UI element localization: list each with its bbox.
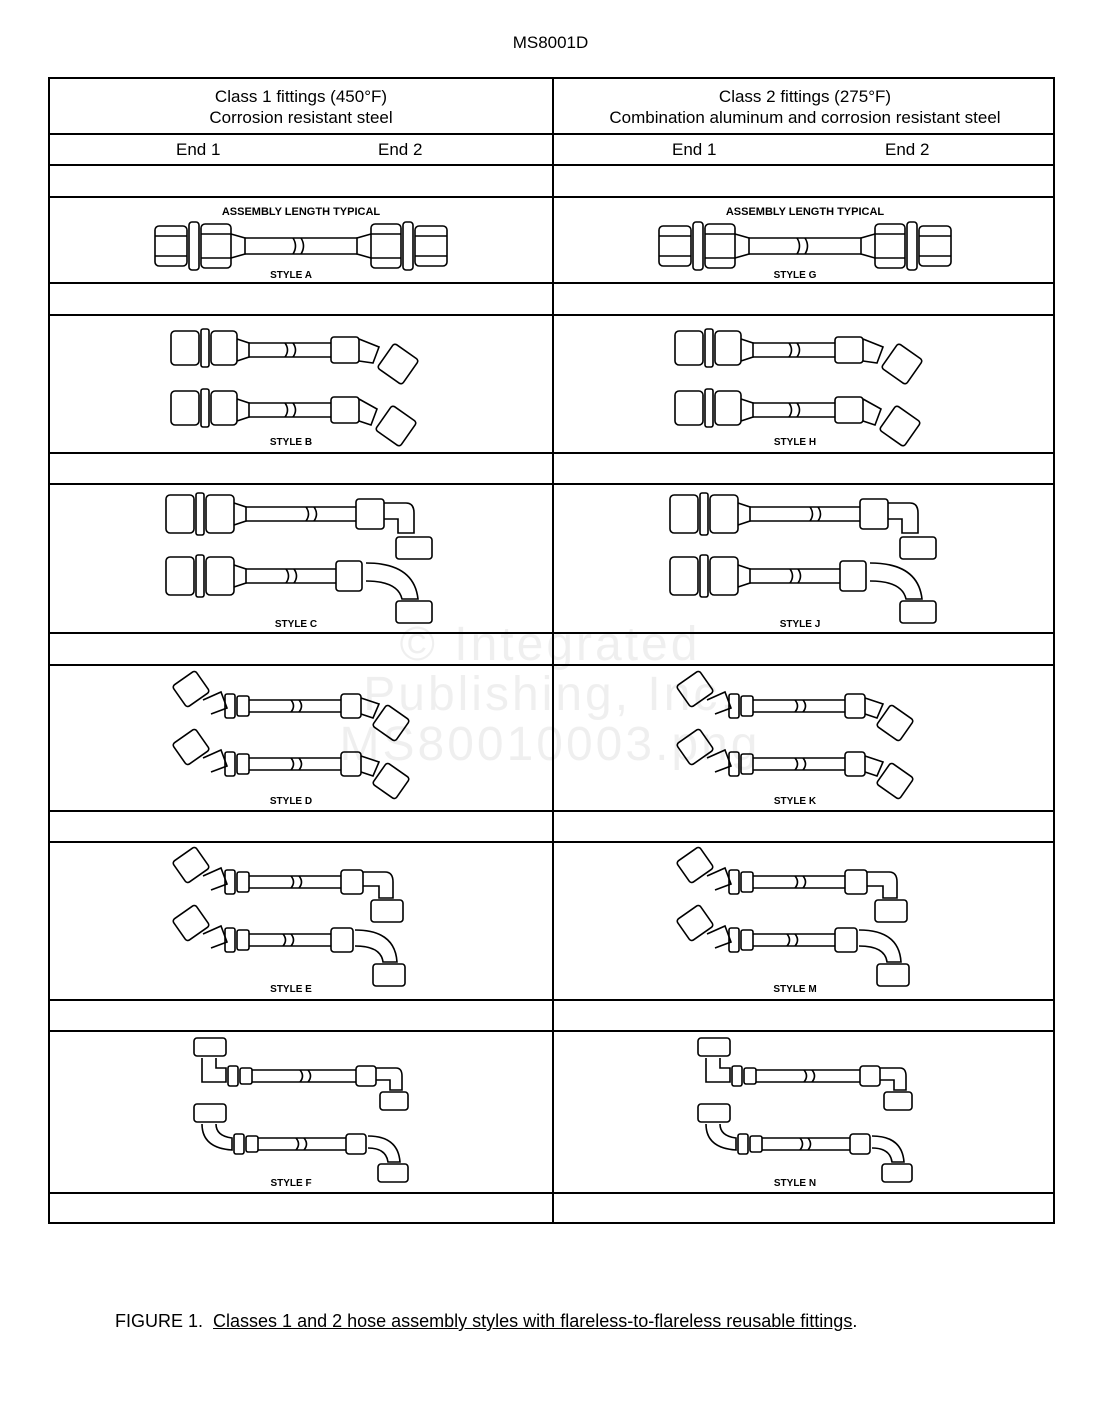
class2-material: Combination aluminum and corrosion resistant steel <box>609 108 1001 127</box>
style-j-drawing <box>554 485 1055 632</box>
style-f-drawing <box>50 1032 552 1192</box>
watermark-line-1: © Integrated <box>399 618 701 671</box>
style-h-label: STYLE H <box>773 437 816 448</box>
class2-title: Class 2 fittings (275°F) <box>718 87 892 106</box>
row-divider <box>50 282 1053 284</box>
style-k-label: STYLE K <box>773 796 816 807</box>
style-g-drawing <box>554 198 1055 282</box>
class1-title: Class 1 fittings (450°F) <box>214 87 388 106</box>
style-j-label: STYLE J <box>779 618 820 630</box>
document-id: MS8001D <box>512 33 589 52</box>
style-e-label: STYLE E <box>270 984 312 995</box>
class1-end2-label: End 2 <box>378 140 423 159</box>
style-c-label: STYLE C <box>274 618 318 630</box>
style-h-drawing <box>554 316 1055 452</box>
style-b-label: STYLE B <box>269 437 313 448</box>
caption-title: Classes 1 and 2 hose assembly styles with flareless-to-flareless reusable fittings <box>213 1311 853 1331</box>
assembly-length-label: ASSEMBLY LENGTH TYPICAL <box>725 206 884 218</box>
caption-suffix: . <box>852 1311 858 1331</box>
style-d-label: STYLE D <box>269 796 313 807</box>
style-d-drawing <box>50 666 552 810</box>
row-divider <box>50 452 1053 454</box>
style-a-drawing <box>50 198 552 282</box>
class1-end1-label: End 1 <box>176 140 221 159</box>
class1-material: Corrosion resistant steel <box>209 108 393 127</box>
row-divider <box>50 810 1053 812</box>
style-c-drawing <box>50 485 552 632</box>
style-k-drawing <box>554 666 1055 810</box>
watermark-line-2: Publishing, Inc. <box>363 668 737 721</box>
class2-end2-label: End 2 <box>885 140 930 159</box>
figure-caption <box>115 1311 857 1332</box>
style-g-label: STYLE G <box>773 270 816 280</box>
row-divider <box>50 1192 1053 1194</box>
caption-prefix: FIGURE 1. <box>115 1311 204 1331</box>
style-m-label: STYLE M <box>772 984 817 995</box>
row-divider <box>50 632 1053 634</box>
style-n-label: STYLE N <box>773 1178 816 1189</box>
row-divider <box>50 133 1053 135</box>
style-n-drawing <box>554 1032 1055 1192</box>
style-e-drawing <box>50 843 552 999</box>
assembly-length-label: ASSEMBLY LENGTH TYPICAL <box>221 206 381 218</box>
watermark-line-3: MS80010003.png <box>339 718 761 771</box>
style-f-label: STYLE F <box>270 1178 312 1189</box>
style-m-drawing <box>554 843 1055 999</box>
class1-header <box>50 86 552 128</box>
style-a-label: STYLE A <box>270 270 312 280</box>
row-divider <box>50 164 1053 166</box>
style-b-drawing <box>50 316 552 452</box>
class2-header <box>554 86 1056 128</box>
class2-end1-label: End 1 <box>672 140 717 159</box>
row-divider <box>50 999 1053 1001</box>
hose-style-table <box>48 77 1055 1224</box>
